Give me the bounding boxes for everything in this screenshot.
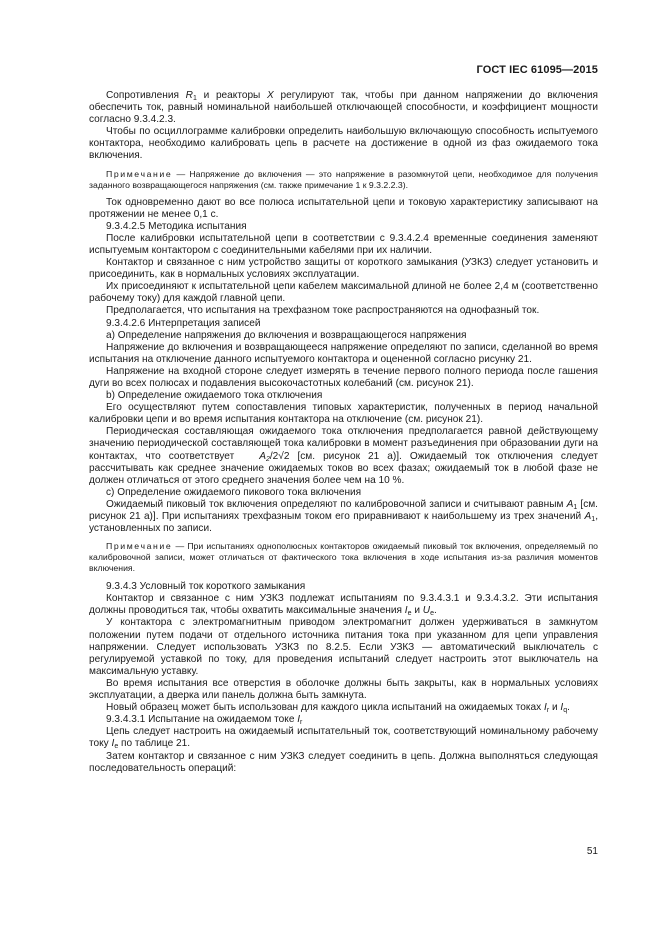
paragraph-voltage-record: Напряжение до включения и возвращающееся напряжение определяют по записи, сделанной во время испытания на отключение данного испытуемого контактора и оцененной согласно рисунку 21.: [89, 341, 598, 365]
heading-9-3-4-3-1: 9.3.4.3.1 Испытание на ожидаемом токе $I_r$: [106, 714, 303, 727]
paragraph-new-sample: Новый образец может быть использован для каждого цикла испытаний на ожидаемых токах $I_r$ и $I_q$.: [106, 702, 570, 715]
paragraph-contactor-install: Контактор и связанное с ним устройство защиты от короткого замыкания (УЗКЗ) следует установить и присоединить, как в нормальных условиях эксплуатации.: [89, 257, 598, 281]
paragraph-after-calibration: После калибровки испытательной цепи в соответствии с 9.3.4.2.4 временные соединения заменяют испытуемым контактором с соединительными кабелями при их наличии.: [89, 232, 598, 256]
formula-a2: $A_2/2√2$: [259, 450, 290, 463]
note-voltage: Примечание — Напряжение до включения — это напряжение в разомкнутой цепи, необходимое для получения заданного возвращающегося напряжения (см. также примечание 1 к 9.3.2.2.3).: [89, 168, 598, 190]
heading-b-breaking-current: b) Определение ожидаемого тока отключения: [106, 390, 323, 402]
heading-9-3-4-3: 9.3.4.3 Условный ток короткого замыкания: [106, 581, 306, 593]
paragraph-current-all-poles: Ток одновременно дают во все полюса испытательной цепи и токовую характеристику записывают на протяжении не менее 0,1 с.: [89, 196, 598, 220]
paragraph-enclosure: Во время испытания все отверстия в оболочке должны быть закрыты, как в нормальных условиях эксплуатации, а дверка или панель должна быть замкнута.: [89, 677, 598, 702]
page-number: 51: [586, 846, 598, 857]
heading-9-3-4-2-6: 9.3.4.2.6 Интерпретация записей: [106, 317, 261, 329]
paragraph-periodic-component: Периодическая составляющая ожидаемого тока отключения предполагается равной действующему значению периодической составляющей тока калибровки в момент разъединения при образовании дуги на контактах, что соответствует $A_2/2√2$ [см. рисунок 21 а)]. Ожидаемый ток отключения следует рассчитывать как среднее значение ожидаемых токов во всех фазах; ожидаемый ток в любой фазе не должен отличаться от этого среднего значения более чем на 10 %.: [89, 426, 598, 486]
paragraph-peak-current: Ожидаемый пиковый ток включения определяют по калибровочной записи и считывают равным $A_1$ [см. рисунок 21 а)]. При испытаниях трехфазным током его приравнивают к наибольшему из трех значений $A_1$, установленных по записи.: [89, 498, 598, 535]
note-single-pole: Примечание — При испытаниях однополюсных контакторов ожидаемый пиковый ток включения, определяемый по калибровочной записи, может отличаться от фактического тока включения в ходе испытания из-за различия моментов включения.: [89, 541, 598, 574]
paragraph-three-phase: Предполагается, что испытания на трехфазном токе распространяются на однофазный ток.: [106, 305, 540, 317]
paragraph-oscillogram: Чтобы по осциллограмме калибровки определить наибольшую включающую способность испытуемого контактора, необходимо калибровать цепь в расчете на достижение в одной из фаз ожидаемого тока включения.: [89, 126, 598, 162]
heading-9-3-4-2-5: 9.3.4.2.5 Методика испытания: [106, 220, 247, 232]
paragraph-input-voltage: Напряжение на входной стороне следует измерять в течение первого полного периода после гашения дуги во всех полюсах и подавления высокочастотных колебаний (см. рисунок 21).: [89, 365, 598, 389]
heading-a-voltage: a) Определение напряжения до включения и возвращающегося напряжения: [106, 329, 467, 341]
paragraph-electromagnet: У контактора с электромагнитным приводом электромагнит должен удерживаться в замкнутом положении путем подачи от отдельного источника питания тока при указанном для цепи управления напряжении. Следует использовать УЗКЗ по 8.2.5. Если УЗКЗ — автоматический выключатель с регулируемой уставкой по току, для проведения испытаний следует настроить этот выключатель на максимальную уставку.: [89, 617, 598, 677]
paragraph-resistors: Сопротивления $R_1$ и реакторы X регулируют так, чтобы при данном напряжении до включения обеспечить ток, равный номинальной наибольшей отключающей способности, и коэффициент мощности согласно 9.3.4.2.3.: [89, 90, 598, 126]
paragraph-circuit-setup: Цепь следует настроить на ожидаемый испытательный ток, соответствующий номинальному рабочему току $I_e$ по таблице 21.: [89, 726, 598, 751]
paragraph-sequence: Затем контактор и связанное с ним УЗКЗ следует соединить в цепь. Должна выполняться следующая последовательность операций:: [89, 750, 598, 774]
heading-c-peak-current: c) Определение ожидаемого пикового тока включения: [106, 486, 362, 498]
standard-header: ГОСТ IEC 61095—2015: [476, 64, 598, 76]
document-body: [89, 90, 598, 775]
paragraph-comparison: Его осуществляют путем сопоставления типовых характеристик, полученных в период начальной калибровки цепи и во время испытания контактора на отключение (см. рисунок 21).: [89, 402, 598, 426]
paragraph-conditional-tests: Контактор и связанное с ним УЗКЗ подлежат испытаниям по 9.3.4.3.1 и 9.3.4.3.2. Эти испытания должны проводиться так, чтобы охватить максимальные значения $I_e$ и $U_e$.: [89, 593, 598, 618]
paragraph-cable-length: Их присоединяют к испытательной цепи кабелем максимальной длиной не более 2,4 м (соответственно рабочему току) для каждой главной цепи.: [89, 281, 598, 305]
